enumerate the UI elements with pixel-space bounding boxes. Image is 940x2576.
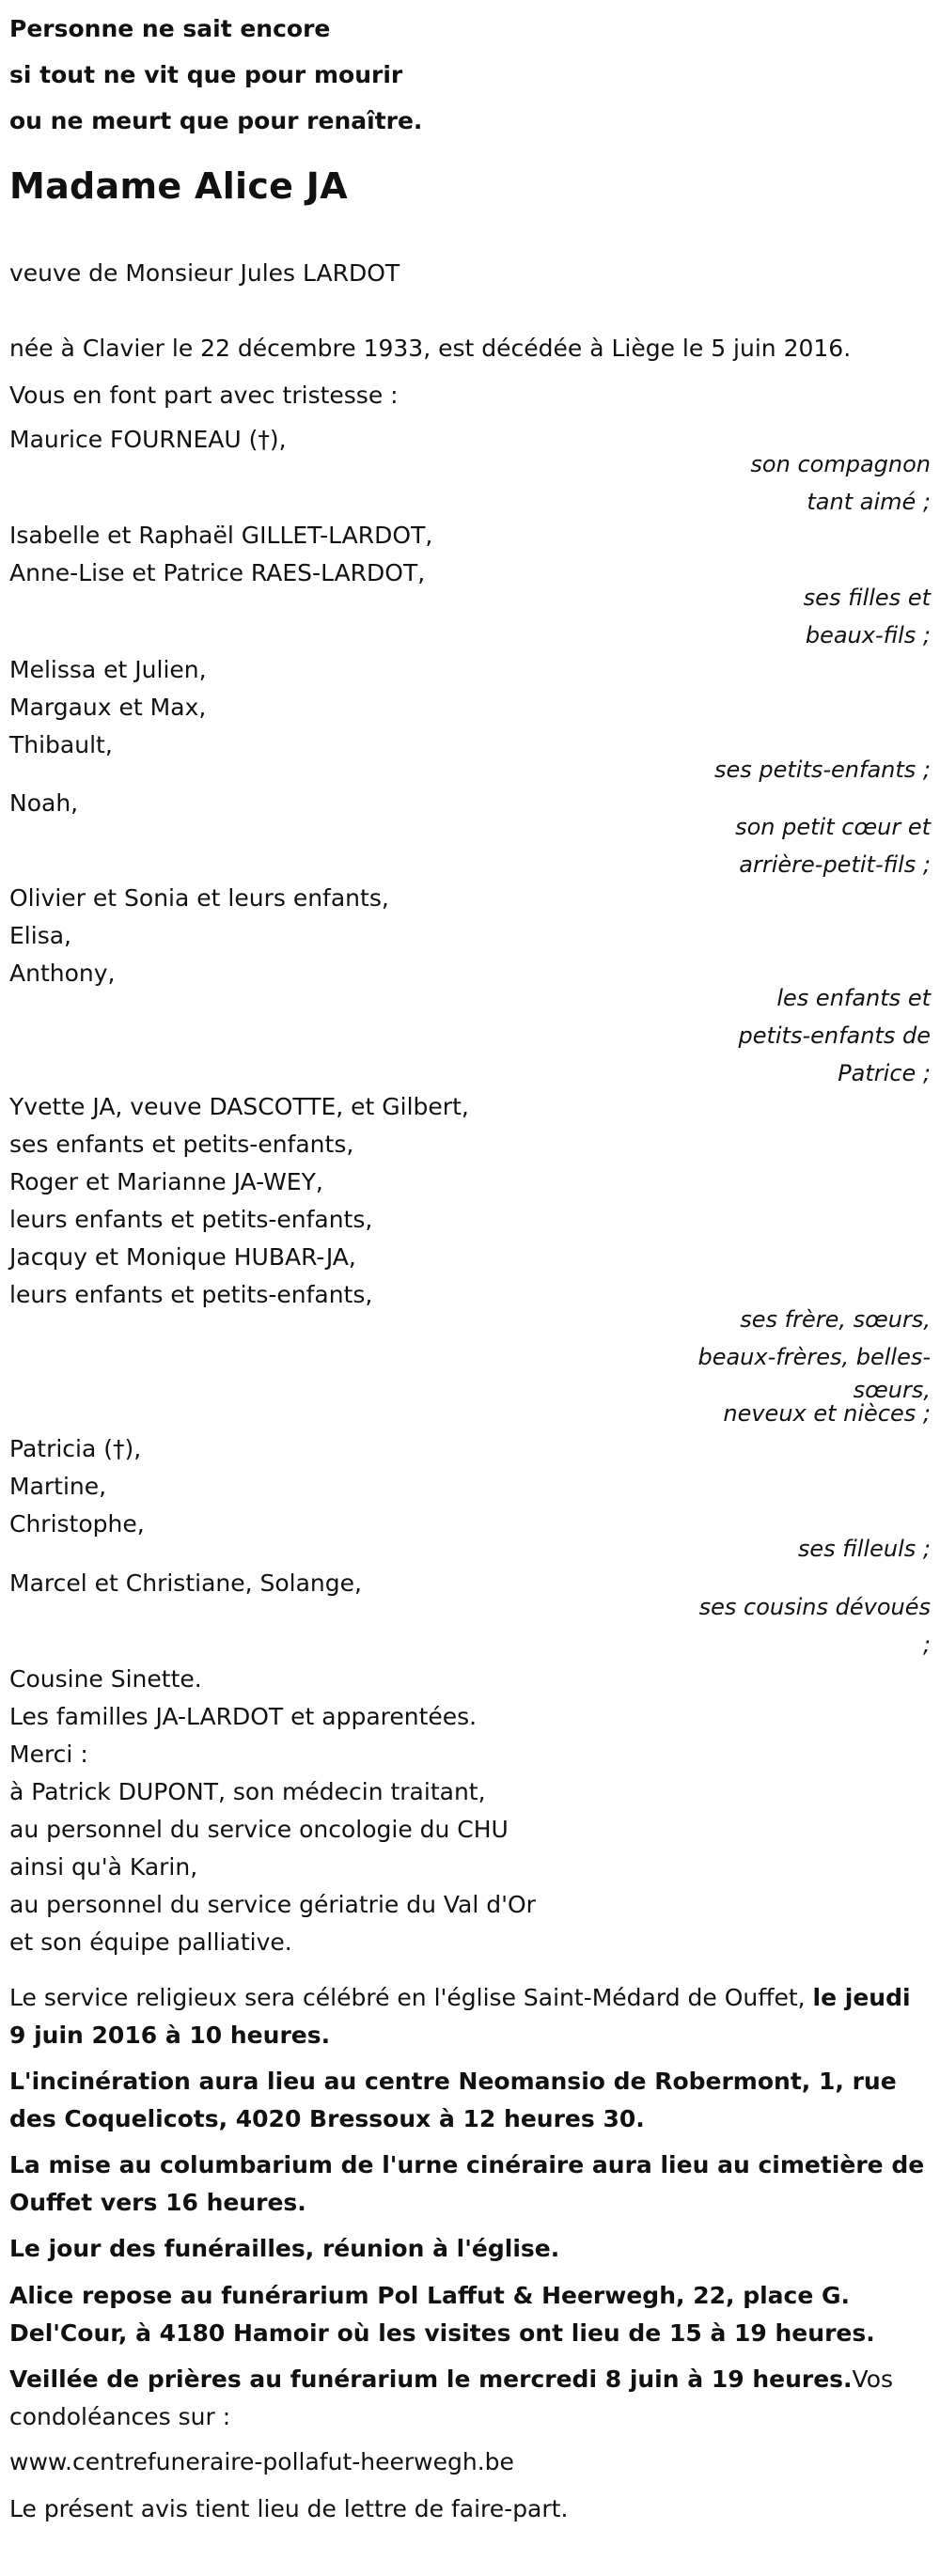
- mourner-line: ses enfants et petits-enfants,: [9, 1131, 354, 1158]
- thanks-line: ainsi qu'à Karin,: [9, 1853, 198, 1881]
- mourner-line: Marcel et Christiane, Solange,: [9, 1569, 362, 1597]
- relation-line: ;: [922, 1631, 931, 1658]
- relation-label: [555, 579, 931, 654]
- relation-label: [555, 979, 931, 1092]
- vigil-announcement: [9, 2361, 931, 2436]
- relation-label: [555, 1530, 931, 1568]
- footer-note: Le présent avis tient lieu de lettre de faire-part.: [9, 2495, 569, 2522]
- relation-label: [555, 808, 931, 883]
- relation-line: ses filleuls ;: [797, 1536, 931, 1562]
- relation-line: les enfants et: [776, 985, 931, 1011]
- relation-line: ses cousins dévoués: [698, 1594, 931, 1620]
- relation-line: ses frère, sœurs,: [740, 1306, 931, 1333]
- mourner-line: Jacquy et Monique HUBAR-JA,: [9, 1243, 356, 1271]
- mourner-line: Maurice FOURNEAU (†),: [9, 426, 287, 453]
- columbarium-announcement: La mise au columbarium de l'urne cinéraire aura lieu au cimetière de Ouffet vers 16 heures.: [9, 2151, 925, 2216]
- mourner-line: Anthony,: [9, 960, 116, 987]
- relation-line: ses filles et: [803, 585, 931, 611]
- relation-label: [555, 1301, 931, 1427]
- opening-poem: [9, 6, 422, 144]
- relation-line: beaux-frères, belles-: [697, 1344, 931, 1370]
- relation-label: [555, 751, 931, 788]
- relation-line: neveux et nièces ;: [723, 1400, 931, 1427]
- poem-line: si tout ne vit que pour mourir: [9, 61, 403, 88]
- mourner-line: Anne-Lise et Patrice RAES-LARDOT,: [9, 559, 426, 586]
- vigil-text: Veillée de prières au funérarium le mercredi 8 juin à 19 heures.: [9, 2365, 853, 2393]
- relation-line: sœurs,: [853, 1377, 931, 1403]
- relation-line: son petit cœur et: [735, 814, 931, 840]
- mourner-line: Christophe,: [9, 1510, 145, 1538]
- mourner-line: Les familles JA-LARDOT et apparentées.: [9, 1703, 478, 1730]
- thanks-line: et son équipe palliative.: [9, 1928, 292, 1956]
- mourner-line: leurs enfants et petits-enfants,: [9, 1281, 373, 1308]
- relation-line: arrière-petit-fils ;: [739, 851, 931, 878]
- thanks-line: à Patrick DUPONT, son médecin traitant,: [9, 1778, 486, 1805]
- mourner-line: Olivier et Sonia et leurs enfants,: [9, 884, 389, 912]
- relation-line: ses petits-enfants ;: [713, 757, 931, 783]
- deceased-name: Madame Alice JA: [9, 165, 348, 207]
- relation-line: petits-enfants de: [738, 1023, 931, 1049]
- mourner-line: Melissa et Julien,: [9, 656, 207, 683]
- mourner-line: Noah,: [9, 789, 79, 817]
- service-announcement: [9, 1979, 931, 2054]
- condolences-text: Vos condoléances sur :: [9, 2365, 894, 2430]
- repose-announcement: Alice repose au funérarium Pol Laffut & Heerwegh, 22, place G. Del'Cour, à 4180 Hamoir où les visites ont lieu de 15 à 19 heures.: [9, 2282, 875, 2347]
- thanks-line: au personnel du service oncologie du CHU: [9, 1816, 509, 1843]
- service-date: le jeudi 9 juin 2016 à 10 heures.: [9, 1984, 911, 2049]
- incineration-announcement: L'incinération aura lieu au centre Neomansio de Robermont, 1, rue des Coquelicots, 4020 Bressoux à 12 heures 30.: [9, 2068, 897, 2132]
- mourner-line: Thibault,: [9, 731, 113, 758]
- relation-line: beaux-fils ;: [805, 622, 931, 648]
- mourner-line: Cousine Sinette.: [9, 1665, 202, 1693]
- thanks-line: au personnel du service gériatrie du Val d'Or: [9, 1891, 536, 1918]
- widow-of-text: veuve de Monsieur Jules LARDOT: [9, 259, 400, 287]
- intro-text: Vous en font part avec tristesse :: [9, 382, 399, 409]
- service-text: Le service religieux sera célébré en l'église Saint-Médard de Ouffet,: [9, 1984, 813, 2011]
- relation-label: [555, 1588, 931, 1663]
- poem-line: Personne ne sait encore: [9, 15, 331, 42]
- mourner-line: Yvette JA, veuve DASCOTTE, et Gilbert,: [9, 1093, 469, 1120]
- reunion-announcement: Le jour des funérailles, réunion à l'église.: [9, 2235, 560, 2262]
- poem-line: ou ne meurt que pour renaître.: [9, 107, 423, 134]
- website-link[interactable]: www.centrefuneraire-pollafut-heerwegh.be: [9, 2448, 514, 2475]
- mourner-line: Roger et Marianne JA-WEY,: [9, 1168, 323, 1195]
- thanks-heading: Merci :: [9, 1741, 88, 1768]
- relation-label: [555, 445, 931, 521]
- mourner-line: leurs enfants et petits-enfants,: [9, 1206, 373, 1233]
- birth-death-text: née à Clavier le 22 décembre 1933, est décédée à Liège le 5 juin 2016.: [9, 335, 852, 362]
- mourner-line: Elisa,: [9, 922, 71, 949]
- relation-line: Patrice ;: [838, 1060, 931, 1086]
- mourner-line: Isabelle et Raphaël GILLET-LARDOT,: [9, 522, 433, 549]
- mourner-line: Martine,: [9, 1473, 107, 1500]
- relation-line: tant aimé ;: [807, 489, 931, 515]
- mourner-line: Patricia (†),: [9, 1435, 142, 1462]
- mourner-line: Margaux et Max,: [9, 694, 207, 721]
- relation-line: son compagnon: [750, 451, 931, 477]
